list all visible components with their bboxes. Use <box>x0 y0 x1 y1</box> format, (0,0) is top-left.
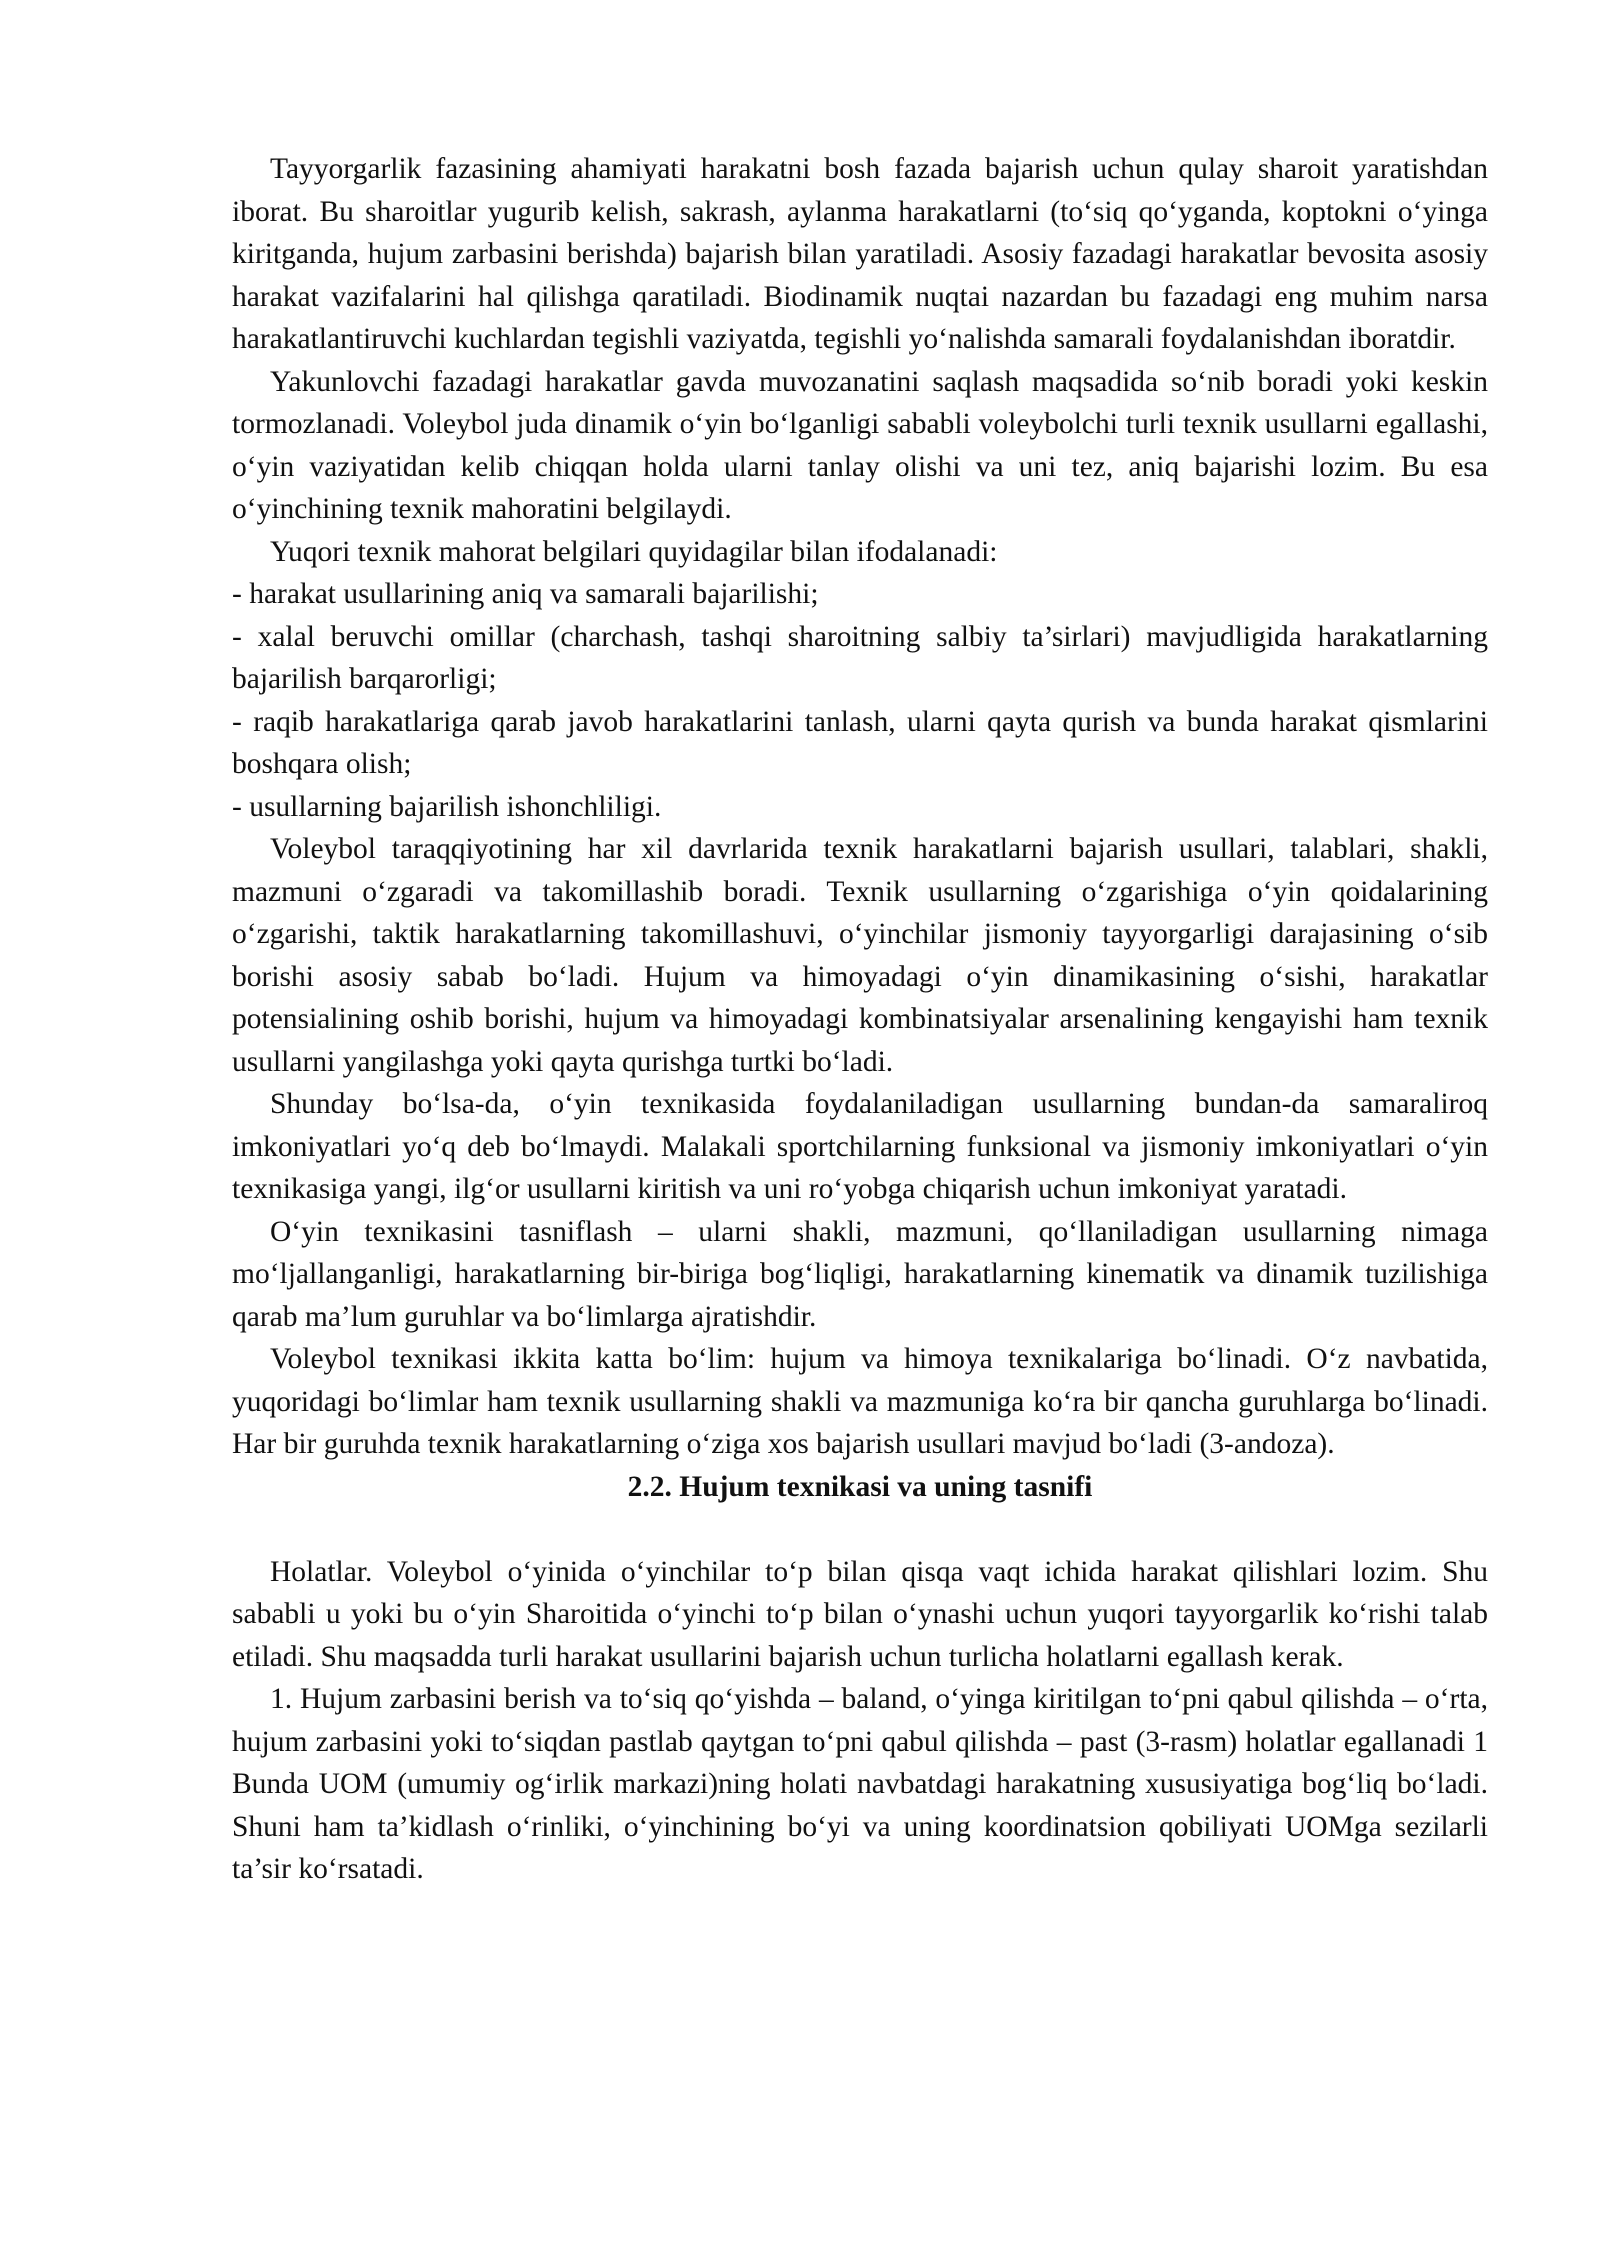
paragraph-final-phase: Yakunlovchi fazadagi harakatlar gavda muvozanatini saqlash maqsadida so‘nib boradi yoki keskin tormozlanadi. Voleybol juda dinamik o‘yin bo‘lganligi sababli voleybolchi turli texnik usullarni egallashi, o‘yin vaziyatidan kelib chiqqan holda ularni tanlay olishi va uni tez, aniq bajarishi lozim. Bu esa o‘yinchining texnik mahoratini belgilaydi. <box>232 365 1488 525</box>
paragraph-classification: O‘yin texnikasini tasniflash – ularni shakli, mazmuni, qo‘llaniladigan usullarning nimaga mo‘ljallanganligi, harakatlarning bir-biriga bog‘liqligi, harakatlarning kinematik va dinamik tuzilishiga qarab ma’lum guruhlar va bo‘limlarga ajratishdir. <box>232 1215 1488 1333</box>
section-heading: 2.2. Hujum texnikasi va uning tasnifi <box>627 1470 1093 1503</box>
paragraph-sections: Voleybol texnikasi ikkita katta bo‘lim: hujum va himoya texnikalariga bo‘linadi. O‘z navbatida, yuqoridagi bo‘limlar ham texnik usullarning shakli va mazmuniga ko‘ra bir qancha guruhlarga bo‘linadi. Har bir guruhda texnik harakatlarning o‘ziga xos bajarish usullari mavjud bo‘ladi (3-andoza). <box>232 1343 1488 1460</box>
paragraph-possibilities: Shunday bo‘lsa-da, o‘yin texnikasida foydalaniladigan usullarning bundan-da samaraliroq imkoniyatlari yo‘q deb bo‘lmaydi. Malakali sportchilarning funksional va jismoniy imkoniyatlari o‘yin texnikasiga yangi, ilg‘or usullarni kiritish va uni ro‘yobga chiqarish uchun imkoniyat yaratadi. <box>232 1088 1488 1205</box>
paragraph-preparation-phase: Tayyorgarlik fazasining ahamiyati harakatni bosh fazada bajarish uchun qulay sharoit yaratishdan iborat. Bu sharoitlar yugurib kelish, sakrash, aylanma harakatlarni (to‘siq qo‘yganda, koptokni o‘yinga kiritganda, hujum zarbasini berishda) bajarish bilan yaratiladi. Asosiy fazadagi harakatlar bevosita asosiy harakat vazifalarini hal qilishga qaratiladi. Biodinamik nuqtai nazardan bu fazadagi eng muhim narsa harakatlantiruvchi kuchlardan tegishli vaziyatda, tegishli yo‘nalishda samarali foydalanishdan iboratdir. <box>232 153 1488 355</box>
document-page <box>232 148 1488 1891</box>
list-item: - raqib harakatlariga qarab javob harakatlarini tanlash, ularni qayta qurish va bunda harakat qismlarini boshqara olish; <box>232 705 1488 780</box>
list-item: - harakat usullarining aniq va samarali bajarilishi; <box>232 578 819 610</box>
paragraph-technique-evolution: Voleybol taraqqiyotining har xil davrlarida texnik harakatlarni bajarish usullari, talablari, shakli, mazmuni o‘zgaradi va takomillashib boradi. Texnik usullarning o‘zgarishiga o‘yin qoidalarining o‘zgarishi, taktik harakatlarning takomillashuvi, o‘yinchilar jismoniy tayyorgarligi darajasining o‘sib borishi asosiy sabab bo‘ladi. Hujum va himoyadagi o‘yin dinamikasining o‘sishi, harakatlar potensialining oshib borishi, hujum va himoyadagi kombinatsiyalar arsenalining kengayishi ham texnik usullarni yangilashga yoki qayta qurishga turtki bo‘ladi. <box>232 833 1488 1078</box>
paragraph-list-intro: Yuqori texnik mahorat belgilari quyidagilar bilan ifodalanadi: <box>270 535 998 568</box>
paragraph-attack-stances: 1. Hujum zarbasini berish va to‘siq qo‘yishda – baland, o‘yinga kiritilgan to‘pni qabul qilishda – o‘rta, hujum zarbasini yoki to‘siqdan pastlab qaytgan to‘pni qabul qilishda – past (3-rasm) holatlar egallanadi 1 Bunda UOM (umumiy og‘irlik markazi)ning holati navbatdagi harakatning xususiyatiga bog‘liq bo‘ladi. Shuni ham ta’kidlash o‘rinliki, o‘yinchining bo‘yi va uning koordinatsion qobiliyati UOMga sezilarli ta’sir ko‘rsatadi. <box>232 1683 1488 1885</box>
list-item: - usullarning bajarilish ishonchliligi. <box>232 790 662 823</box>
paragraph-stances: Holatlar. Voleybol o‘yinida o‘yinchilar to‘p bilan qisqa vaqt ichida harakat qilishlari lozim. Shu sababli u yoki bu o‘yin Sharoitida o‘yinchi to‘p bilan o‘ynashi uchun yuqori tayyorgarlik ko‘rishi talab etiladi. Shu maqsadda turli harakat usullarini bajarish uchun turlicha holatlarni egallash kerak. <box>232 1555 1488 1673</box>
list-item: - xalal beruvchi omillar (charchash, tashqi sharoitning salbiy ta’sirlari) mavjudligida harakatlarning bajarilish barqarorligi; <box>232 620 1488 695</box>
